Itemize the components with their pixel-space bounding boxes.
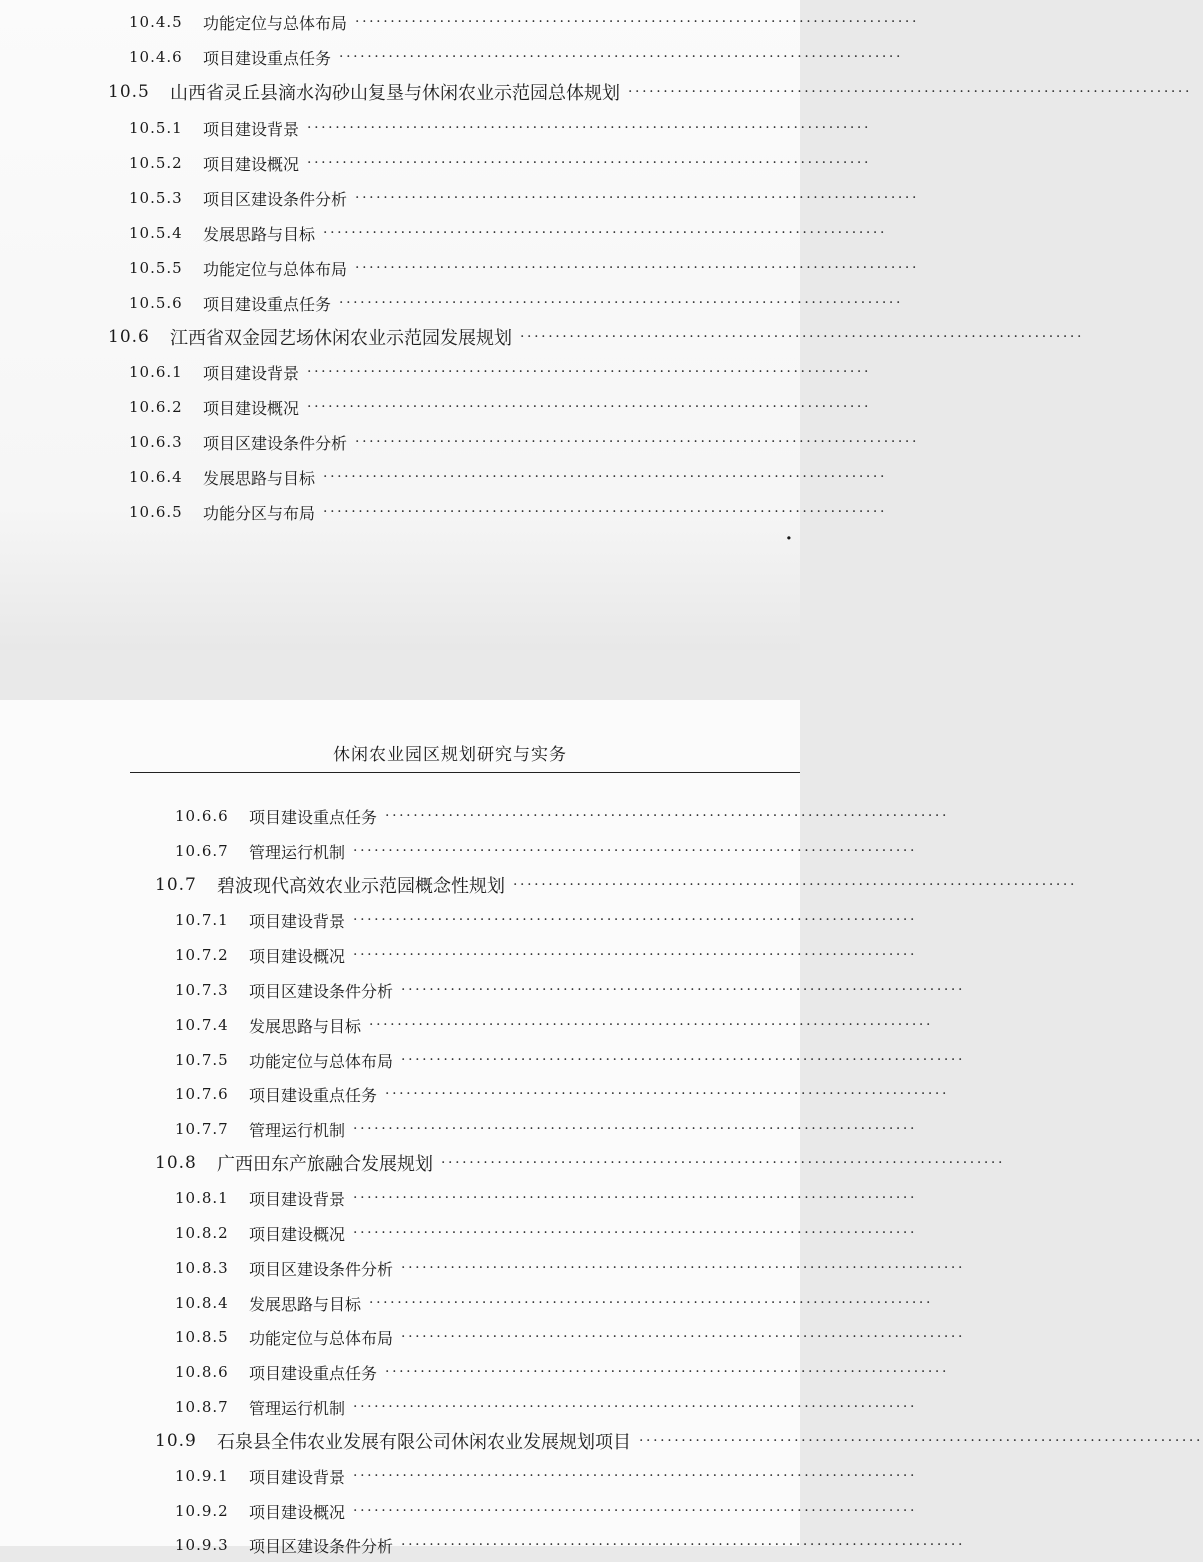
- dot-leader: ················································································: [323, 225, 888, 241]
- entry-title: 项目建设概况: [249, 1502, 346, 1522]
- entry-number: 10.9.3: [175, 1536, 229, 1554]
- entry-title: 广西田东产旅融合发展规划: [217, 1154, 433, 1175]
- entry-title: 功能定位与总体布局: [249, 1328, 394, 1348]
- dot-leader: ················································································: [355, 190, 920, 206]
- dot-leader: ················································································: [385, 808, 950, 824]
- toc-section-entry: [0, 75, 1193, 109]
- entry-title: 项目建设背景: [203, 363, 300, 383]
- entry-title: 功能定位与总体布局: [203, 259, 348, 279]
- dot-leader: ················································································: [323, 504, 888, 520]
- entry-title: 管理运行机制: [249, 1120, 346, 1140]
- dot-leader: ················································································: [307, 120, 872, 136]
- entry-title: 发展思路与目标: [249, 1016, 362, 1036]
- entry-number: 10.9: [155, 1431, 197, 1451]
- entry-number: 10.6.3: [129, 433, 183, 451]
- entry-number: 10.5.6: [129, 294, 183, 312]
- toc-entry: [0, 1528, 966, 1562]
- entry-number: 10.8: [155, 1153, 197, 1173]
- entry-title: 项目建设背景: [249, 1467, 346, 1487]
- toc-entry: [0, 1494, 918, 1528]
- entry-title: 项目区建设条件分析: [203, 433, 348, 453]
- entry-title: 项目建设概况: [249, 1224, 346, 1244]
- toc-section-entry: [0, 1424, 1203, 1458]
- entry-title: 项目建设背景: [203, 119, 300, 139]
- dot-leader: ················································································: [307, 155, 872, 171]
- dot-leader: ················································································: [353, 1190, 918, 1206]
- toc-entry: [0, 495, 888, 529]
- toc-entry: [0, 1181, 918, 1215]
- header-rule: [130, 772, 800, 773]
- entry-number: 10.6: [108, 327, 150, 347]
- entry-title: 功能定位与总体布局: [203, 13, 348, 33]
- dot-leader: ················································································: [353, 1503, 918, 1519]
- entry-title: 项目建设重点任务: [249, 807, 378, 827]
- entry-number: 10.6.7: [175, 842, 229, 860]
- dot-leader: ················································································: [401, 1260, 966, 1276]
- entry-number: 10.8.5: [175, 1328, 229, 1346]
- dot-leader: ················································································: [385, 1086, 950, 1102]
- toc-section-entry: [0, 320, 1085, 354]
- entry-number: 10.5.5: [129, 259, 183, 277]
- dot-leader: ················································································: [353, 1468, 918, 1484]
- entry-title: 项目建设背景: [249, 1189, 346, 1209]
- dot-leader: ················································································: [355, 260, 920, 276]
- entry-title: 发展思路与目标: [203, 224, 316, 244]
- entry-number: 10.6.6: [175, 807, 229, 825]
- entry-title: 管理运行机制: [249, 842, 346, 862]
- toc-entry: [0, 903, 918, 937]
- toc-entry: [0, 1459, 918, 1493]
- toc-entry: [0, 390, 872, 424]
- entry-title: 项目建设概况: [203, 154, 300, 174]
- entry-number: 10.7.6: [175, 1085, 229, 1103]
- toc-entry: [0, 834, 918, 868]
- toc-entry: [0, 1112, 918, 1146]
- entry-number: 10.9.2: [175, 1502, 229, 1520]
- dot-leader: ················································································: [353, 1399, 918, 1415]
- dot-leader: ················································································: [339, 295, 904, 311]
- entry-title: 项目建设背景: [249, 911, 346, 931]
- toc-section-entry: [0, 868, 1078, 902]
- entry-number: 10.6.5: [129, 503, 183, 521]
- entry-number: 10.7.4: [175, 1016, 229, 1034]
- entry-number: 10.5.2: [129, 154, 183, 172]
- entry-number: 10.7.2: [175, 946, 229, 964]
- entry-number: 10.4.5: [129, 13, 183, 31]
- dot-leader: ················································································: [639, 1433, 1203, 1449]
- toc-entry: [0, 251, 920, 285]
- entry-title: 项目建设重点任务: [249, 1363, 378, 1383]
- toc-section-entry: [0, 1146, 1006, 1180]
- entry-title: 发展思路与目标: [249, 1294, 362, 1314]
- entry-title: 碧波现代高效农业示范园概念性规划: [217, 876, 505, 897]
- entry-number: 10.7.1: [175, 911, 229, 929]
- dot-leader: ················································································: [385, 1364, 950, 1380]
- dot-leader: ················································································: [323, 469, 888, 485]
- entry-title: 石泉县全伟农业发展有限公司休闲农业发展规划项目: [217, 1432, 631, 1453]
- toc-entry: [0, 1355, 950, 1389]
- dot-leader: ················································································: [353, 947, 918, 963]
- dot-leader: ················································································: [307, 399, 872, 415]
- entry-title: 项目区建设条件分析: [249, 981, 394, 1001]
- dot-leader: ················································································: [353, 912, 918, 928]
- page-number: ·: [785, 528, 792, 549]
- toc-entry: [0, 1008, 934, 1042]
- entry-number: 10.8.4: [175, 1294, 229, 1312]
- entry-number: 10.7: [155, 875, 197, 895]
- toc-entry: [0, 181, 920, 215]
- dot-leader: ················································································: [369, 1295, 934, 1311]
- toc-entry: [0, 425, 920, 459]
- toc-entry: [0, 1216, 918, 1250]
- entry-title: 项目区建设条件分析: [249, 1536, 394, 1556]
- toc-entry: [0, 216, 888, 250]
- dot-leader: ················································································: [441, 1155, 1006, 1171]
- entry-number: 10.9.1: [175, 1467, 229, 1485]
- dot-leader: ················································································: [628, 84, 1193, 100]
- toc-page-top: [0, 0, 1193, 650]
- dot-leader: ················································································: [369, 1017, 934, 1033]
- toc-entry: [0, 799, 950, 833]
- toc-entry: [0, 1043, 966, 1077]
- entry-number: 10.8.6: [175, 1363, 229, 1381]
- entry-number: 10.7.7: [175, 1120, 229, 1138]
- toc-entry: [0, 111, 872, 145]
- toc-entry: [0, 1077, 950, 1111]
- toc-entry: [0, 286, 904, 320]
- dot-leader: ················································································: [401, 982, 966, 998]
- entry-title: 发展思路与目标: [203, 468, 316, 488]
- entry-number: 10.7.3: [175, 981, 229, 999]
- entry-title: 项目建设概况: [249, 946, 346, 966]
- entry-number: 10.5.1: [129, 119, 183, 137]
- dot-leader: ················································································: [401, 1052, 966, 1068]
- toc-entry: [0, 938, 918, 972]
- entry-title: 功能定位与总体布局: [249, 1051, 394, 1071]
- toc-entry: [0, 1320, 966, 1354]
- toc-entry: [0, 460, 888, 494]
- dot-leader: ················································································: [513, 877, 1078, 893]
- toc-entry: [0, 355, 872, 389]
- entry-number: 10.6.4: [129, 468, 183, 486]
- dot-leader: ················································································: [339, 49, 904, 65]
- dot-leader: ················································································: [355, 14, 920, 30]
- dot-leader: ················································································: [401, 1537, 966, 1553]
- entry-title: 项目区建设条件分析: [203, 189, 348, 209]
- entry-title: 项目建设重点任务: [249, 1085, 378, 1105]
- entry-title: 管理运行机制: [249, 1398, 346, 1418]
- dot-leader: ················································································: [401, 1329, 966, 1345]
- running-title: 休闲农业园区规划研究与实务: [333, 745, 567, 765]
- dot-leader: ················································································: [355, 434, 920, 450]
- entry-number: 10.5.3: [129, 189, 183, 207]
- entry-number: 10.6.1: [129, 363, 183, 381]
- entry-title: 江西省双金园艺场休闲农业示范园发展规划: [170, 328, 512, 349]
- toc-entry: [0, 1286, 934, 1320]
- entry-number: 10.4.6: [129, 48, 183, 66]
- toc-entry: [0, 1251, 966, 1285]
- toc-entry: [0, 146, 872, 180]
- entry-title: 项目区建设条件分析: [249, 1259, 394, 1279]
- entry-title: 项目建设重点任务: [203, 48, 332, 68]
- toc-entry: [0, 973, 966, 1007]
- entry-title: 项目建设概况: [203, 398, 300, 418]
- toc-entry: [0, 40, 904, 74]
- toc-page-bottom: [0, 700, 1203, 1556]
- dot-leader: ················································································: [353, 1225, 918, 1241]
- entry-number: 10.5: [108, 82, 150, 102]
- entry-title: 项目建设重点任务: [203, 294, 332, 314]
- entry-title: 功能分区与布局: [203, 503, 316, 523]
- toc-entry: [0, 1390, 918, 1424]
- entry-number: 10.5.4: [129, 224, 183, 242]
- dot-leader: ················································································: [353, 1121, 918, 1137]
- entry-number: 10.6.2: [129, 398, 183, 416]
- dot-leader: ················································································: [307, 364, 872, 380]
- entry-number: 10.8.7: [175, 1398, 229, 1416]
- entry-title: 山西省灵丘县滴水沟砂山复垦与休闲农业示范园总体规划: [170, 83, 620, 104]
- entry-number: 10.8.3: [175, 1259, 229, 1277]
- entry-number: 10.8.2: [175, 1224, 229, 1242]
- toc-entry: [0, 5, 920, 39]
- dot-leader: ················································································: [353, 843, 918, 859]
- entry-number: 10.7.5: [175, 1051, 229, 1069]
- dot-leader: ················································································: [520, 329, 1085, 345]
- entry-number: 10.8.1: [175, 1189, 229, 1207]
